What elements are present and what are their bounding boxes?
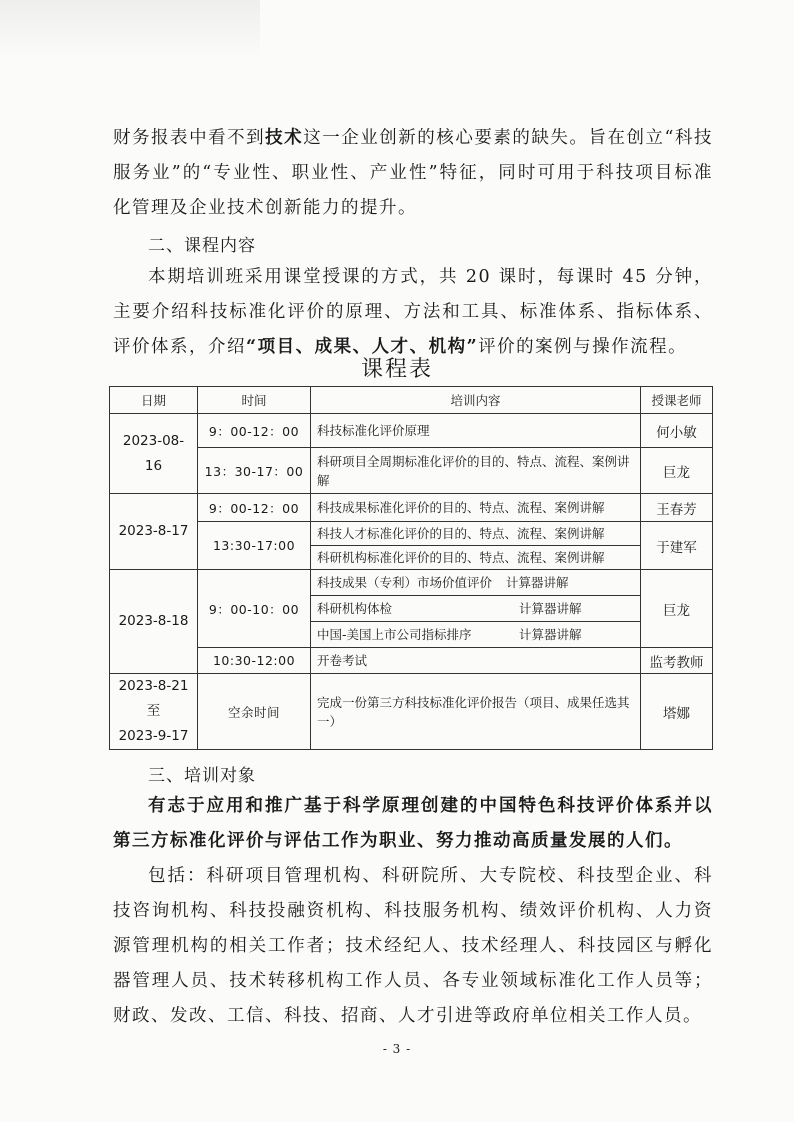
day4-date-start: 2023-8-21 (118, 678, 189, 694)
day3-item-3-tool: 计算器讲解 (519, 627, 582, 642)
day4-date-end: 2023-9-17 (118, 728, 189, 744)
header-time: 时间 (198, 387, 311, 414)
day3-item-1 (311, 570, 641, 596)
day2-slot2-content-a: 科技人才标准化评价的目的、特点、流程、案例讲解 (311, 522, 641, 546)
day2-slot2-teacher: 于建军 (641, 522, 713, 570)
day3-slot2-teacher: 监考教师 (641, 648, 713, 674)
day3-date: 2023-8-18 (110, 570, 198, 674)
day4-date-to: 至 (146, 703, 161, 719)
header-teacher: 授课老师 (641, 387, 713, 414)
day2-slot2-time: 13:30-17:00 (198, 522, 311, 570)
table-row (110, 448, 713, 494)
section-2-text-1: 本期培训班采用课堂授课的方式，共 20 课时，每课时 45 分钟，主要介绍科技标准化评价的原理、方法和工具、标准体系、指标体系、评价体系，介绍 (113, 267, 713, 357)
day1-slot2-content: 科研项目全周期标准化评价的目的、特点、流程、案例讲解 (311, 448, 641, 494)
day3-item-2-tool: 计算器讲解 (519, 601, 582, 616)
day3-item-3 (311, 622, 641, 648)
intro-text-1: 财务报表中看不到 (113, 128, 266, 148)
table-row (110, 648, 713, 674)
day4-date (110, 674, 198, 750)
day1-slot1-teacher: 何小敏 (641, 414, 713, 448)
section-2-heading: 二、课程内容 (148, 236, 256, 256)
scan-shadow (0, 0, 260, 60)
section-3-bold-paragraph: 有志于应用和推广基于科学原理创建的中国特色科技评价体系并以第三方标准化评价与评估工作为职业、努力推动高质量发展的人们。 (113, 796, 713, 851)
table-row (110, 674, 713, 750)
intro-text-2: 这一企业创新的核心要素的缺失。旨在创立“科技服务业”的“专业性、职业性、产业性”特征，同时可用于科技项目标准化管理及企业技术创新能力的提升。 (113, 128, 714, 218)
day1-slot2-teacher: 巨龙 (641, 448, 713, 494)
day4-content: 完成一份第三方科技标准化评价报告（项目、成果任选其一） (311, 674, 641, 750)
day3-item-1-label: 科技成果（专利）市场价值评价 (317, 575, 493, 590)
day3-item-3-label: 中国-美国上市公司指标排序 (317, 627, 472, 642)
table-row (110, 414, 713, 448)
day1-date: 2023-08-16 (110, 414, 198, 494)
intro-bold: 技术 (265, 128, 304, 148)
day2-slot2-content-b: 科研机构标准化评价的目的、特点、流程、案例讲解 (311, 546, 641, 570)
day2-slot1-time: 9：00-12：00 (198, 494, 311, 522)
day1-slot2-time: 13：30-17：00 (198, 448, 311, 494)
day2-date: 2023-8-17 (110, 494, 198, 570)
schedule-title: 课程表 (360, 357, 433, 382)
intro-paragraph (113, 121, 713, 226)
day4-time: 空余时间 (198, 674, 311, 750)
day3-slot1-time: 9：00-10：00 (198, 570, 311, 648)
day3-item-1-tool: 计算器讲解 (506, 575, 569, 590)
table-header-row (110, 387, 713, 414)
day4-teacher: 塔娜 (641, 674, 713, 750)
section-3-paragraph: 包括：科研项目管理机构、科研院所、大专院校、科技型企业、科技咨询机构、科技投融资机构、科技服务机构、绩效评价机构、人力资源管理机构的相关工作者；技术经纪人、技术经理人、科技园区与孵化器管理人员、技术转移机构工作人员、各专业领域标准化工作人员等；财政、发改、工信、科技、招商、人才引进等政府单位相关工作人员。 (113, 866, 713, 1026)
day3-slot2-time: 10:30-12:00 (198, 648, 311, 674)
page-number: - 3 - (382, 1042, 412, 1056)
day3-item-2-label: 科研机构体检 (317, 601, 393, 616)
table-row (110, 570, 713, 596)
day3-slot1-teacher: 巨龙 (641, 570, 713, 648)
header-content: 培训内容 (311, 387, 641, 414)
header-date: 日期 (110, 387, 198, 414)
day3-item-2 (311, 596, 641, 622)
day1-slot1-content: 科技标准化评价原理 (311, 414, 641, 448)
schedule-table (109, 386, 713, 750)
day3-slot2-content: 开卷考试 (311, 648, 641, 674)
section-2-paragraph (113, 260, 713, 365)
day2-slot1-teacher: 王春芳 (641, 494, 713, 522)
day2-slot1-content: 科技成果标准化评价的目的、特点、流程、案例讲解 (311, 494, 641, 522)
day1-slot1-time: 9：00-12：00 (198, 414, 311, 448)
table-row (110, 522, 713, 546)
section-2-text-2: 评价的案例与操作流程。 (478, 337, 688, 357)
section-2-bold: “项目、成果、人才、机构” (246, 337, 479, 357)
table-row (110, 494, 713, 522)
section-3-heading: 三、培训对象 (148, 766, 256, 786)
